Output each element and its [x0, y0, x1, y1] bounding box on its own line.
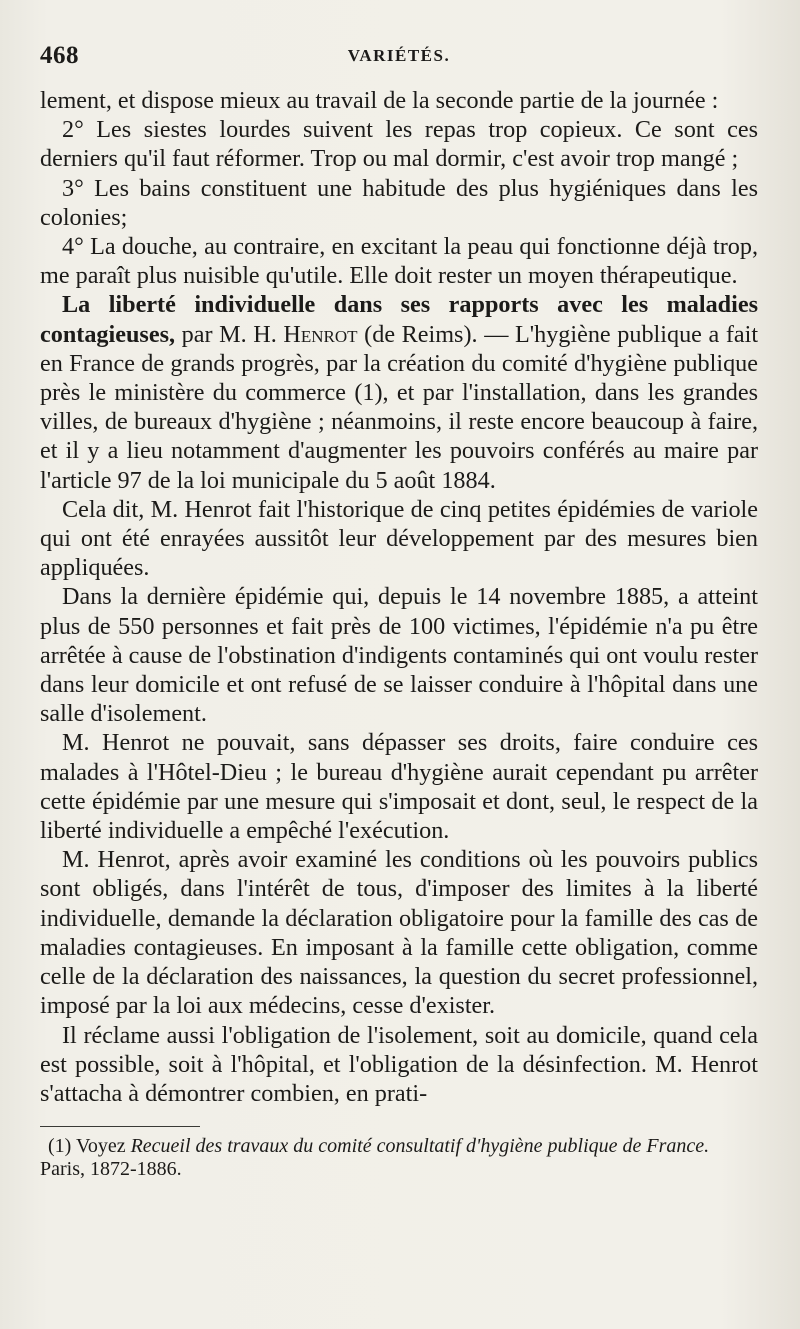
footnote-text	[40, 1135, 758, 1181]
article-intro-text: — L'hygiène publique a fait en France de grands progrès, par la création du comité d'hygiène publique près le ministère du commerce (1), et par l'installation, dans les grandes villes, de bureaux d'hygiène ; néanmoins, il reste encore beaucoup à faire, et il y a lieu notamment d'augmenter les pouvoirs conférés au maire par l'article 97 de la loi municipale du 5 août 1884.	[40, 320, 759, 494]
paragraph-item-3: 3° Les bains constituent une habitude des plus hygiéniques dans les colonies;	[40, 174, 758, 231]
paragraph-item-4: 4° La douche, au contraire, en excitant la peau qui fonctionne déjà trop, me paraît plus nuisible qu'utile. Elle doit rester un moyen thérapeutique.	[40, 233, 758, 290]
footnote	[40, 1135, 758, 1181]
body-text	[40, 86, 758, 1108]
author-prefix: par M. H.	[181, 320, 277, 348]
paragraph-continuation: lement, et dispose mieux au travail de la seconde partie de la journée :	[40, 87, 719, 114]
paragraph-isolation: Il réclame aussi l'obligation de l'isolement, soit au domicile, quand cela est possible, soit à l'hôpital, et l'obligation de la désinfection. M. Henrot s'attacha à démontrer combien, en prati-	[40, 1021, 758, 1107]
page-number: 468	[40, 42, 79, 69]
paragraph-last-epidemic: Dans la dernière épidémie qui, depuis le 14 novembre 1885, a atteint plus de 550 personnes et fait près de 100 victimes, l'épidémie n'a pu être arrêtée à cause de l'obstination d'indigents contaminés qui ont voulu rester dans leur domicile et ont refusé de se laisser conduire à l'hôpital dans une salle d'isolement.	[40, 583, 759, 728]
paragraph-declaration: M. Henrot, après avoir examiné les conditions où les pouvoirs publics sont obligés, dans l'intérêt de tous, d'imposer des limites à la liberté individuelle, demande la déclaration obligatoire pour la famille des cas de maladies contagieuses. En imposant à la famille cette obligation, comme celle de la déclaration des naissances, la question du secret professionnel, imposé par la loi aux médecins, cesse d'exister.	[40, 846, 758, 1020]
footnote-rest: Paris, 1872-1886.	[40, 1158, 182, 1181]
paragraph-item-2: 2° Les siestes lourdes suivent les repas trop copieux. Ce sont ces derniers qu'il faut réformer. Trop ou mal dormir, c'est avoir trop mangé ;	[40, 116, 758, 173]
running-head	[40, 38, 758, 78]
running-title: VARIÉTÉS.	[347, 46, 451, 65]
paragraph-hotel-dieu: M. Henrot ne pouvait, sans dépasser ses droits, faire conduire ces malades à l'Hôtel-Dieu ; le bureau d'hygiène aurait cependant pu arrêter cette épidémie par une mesure qui s'imposait et dont, seul, le respect de la liberté individuelle a empêché l'exécution.	[40, 729, 758, 845]
author-name: Henrot	[283, 320, 358, 348]
footnote-marker: (1) Voyez	[48, 1135, 126, 1158]
paragraph-history: Cela dit, M. Henrot fait l'historique de cinq petites épidémies de variole qui ont été enrayées aussitôt leur développement par des mesures bien appliquées.	[40, 495, 758, 582]
footnote-title: Recueil des travaux du comité consultatif d'hygiène publique de France.	[130, 1135, 710, 1158]
footnote-rule	[40, 1126, 200, 1127]
author-suffix: (de Reims).	[364, 320, 478, 348]
paragraph-article-intro	[40, 290, 758, 494]
article-title: La liberté individuelle dans ses rapports avec les maladies contagieuses,	[40, 291, 758, 348]
